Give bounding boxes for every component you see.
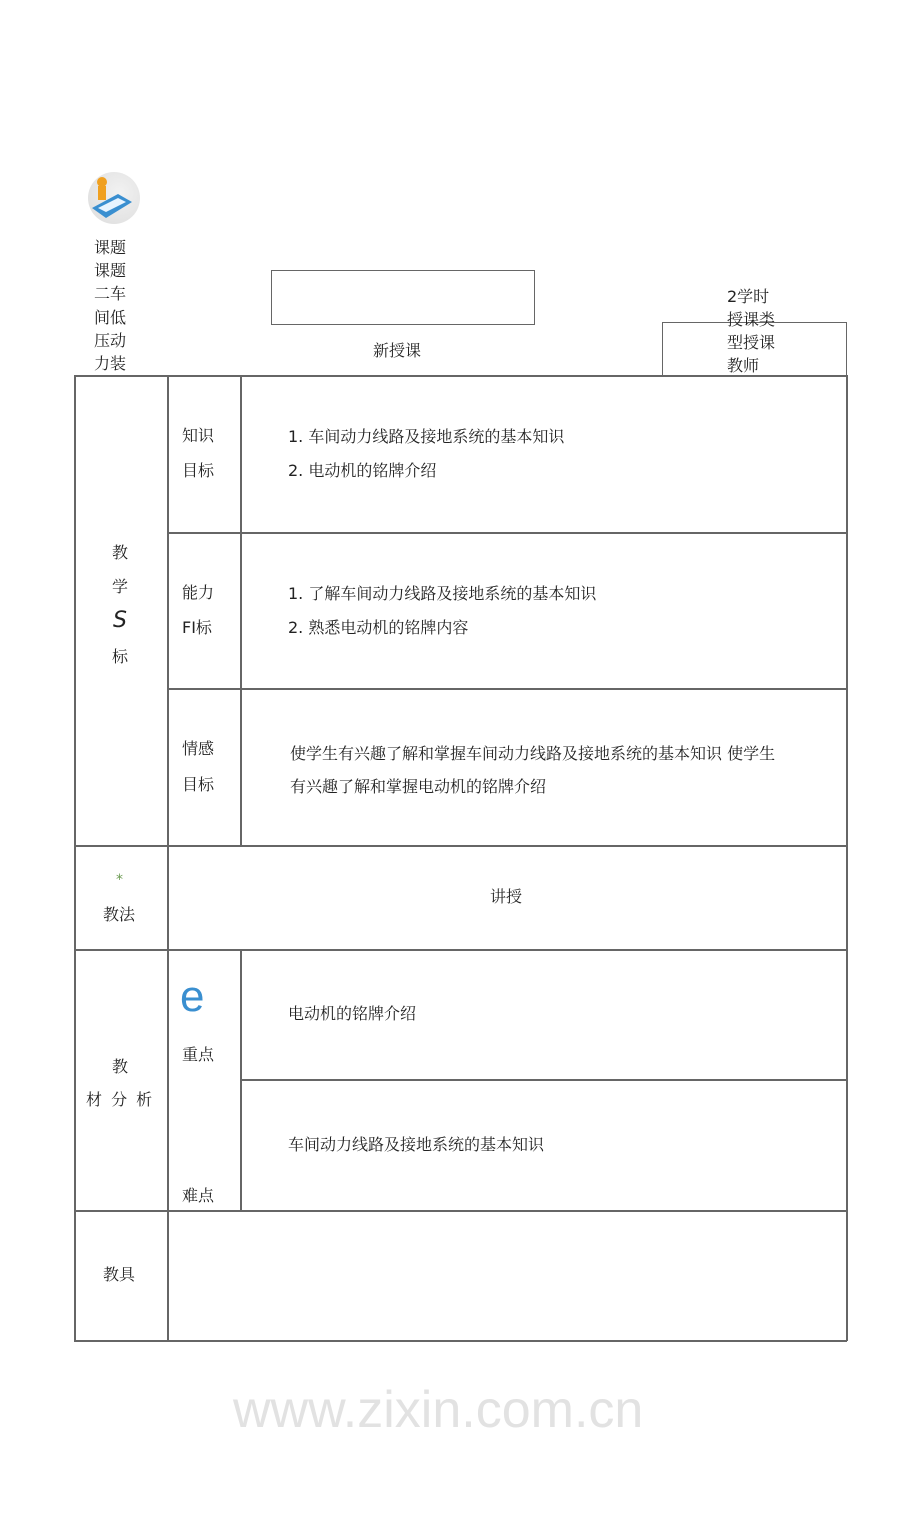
watermark: www.zixin.com.cn — [233, 1381, 644, 1439]
knowledge-label: 目标 — [182, 461, 215, 480]
key-label: 重点 — [182, 1045, 215, 1064]
ability-item: 1. 了解车间动力线路及接地系统的基本知识 — [288, 584, 597, 603]
knowledge-item: 1. 车间动力线路及接地系统的基本知识 — [288, 427, 565, 446]
hours-line: 型授课 — [727, 333, 776, 352]
difficult-label: 难点 — [182, 1186, 215, 1205]
title-line: 二车 — [94, 284, 127, 303]
emotion-text: 使学生有兴趣了解和掌握车间动力线路及接地系统的基本知识 使学生 — [290, 744, 776, 763]
lesson-type: 新授课 — [373, 341, 422, 360]
hours-line: 教师 — [727, 356, 760, 374]
hours-line: 授课类 — [727, 310, 776, 329]
emotion-text: 有兴趣了解和掌握电动机的铭牌介绍 — [290, 777, 547, 796]
title-line: 压动 — [94, 331, 127, 350]
method-value: 讲授 — [490, 887, 523, 906]
knowledge-item: 2. 电动机的铭牌介绍 — [288, 461, 437, 480]
star-icon: * — [116, 872, 123, 888]
objectives-label: 标 — [112, 647, 129, 666]
method-label: 教法 — [103, 905, 136, 924]
objectives-label: 学 — [112, 577, 129, 596]
ability-item: 2. 熟悉电动机的铭牌内容 — [288, 618, 469, 637]
analysis-label: 教 — [112, 1057, 129, 1076]
key-glyph: e — [180, 972, 205, 1021]
analysis-label: 材 分 析 — [86, 1090, 153, 1109]
emotion-label: 情感 — [182, 739, 215, 758]
title-line: 课题 — [94, 261, 127, 280]
title-box — [271, 270, 535, 325]
ability-label: FI标 — [182, 618, 212, 637]
title-line: 课题 — [94, 238, 127, 257]
objectives-label: S — [113, 608, 127, 633]
title-line: 间低 — [94, 308, 127, 327]
knowledge-label: 知识 — [182, 426, 215, 445]
ability-label: 能力 — [182, 583, 215, 602]
key-value: 电动机的铭牌介绍 — [288, 1004, 417, 1023]
tools-label: 教具 — [103, 1265, 136, 1284]
title-line: 力装 — [94, 354, 127, 373]
difficult-value: 车间动力线路及接地系统的基本知识 — [288, 1135, 545, 1154]
objectives-label: 教 — [112, 543, 129, 562]
emotion-label: 目标 — [182, 775, 215, 794]
hours-line: 2学时 — [727, 287, 770, 306]
logo-icon — [88, 172, 140, 224]
